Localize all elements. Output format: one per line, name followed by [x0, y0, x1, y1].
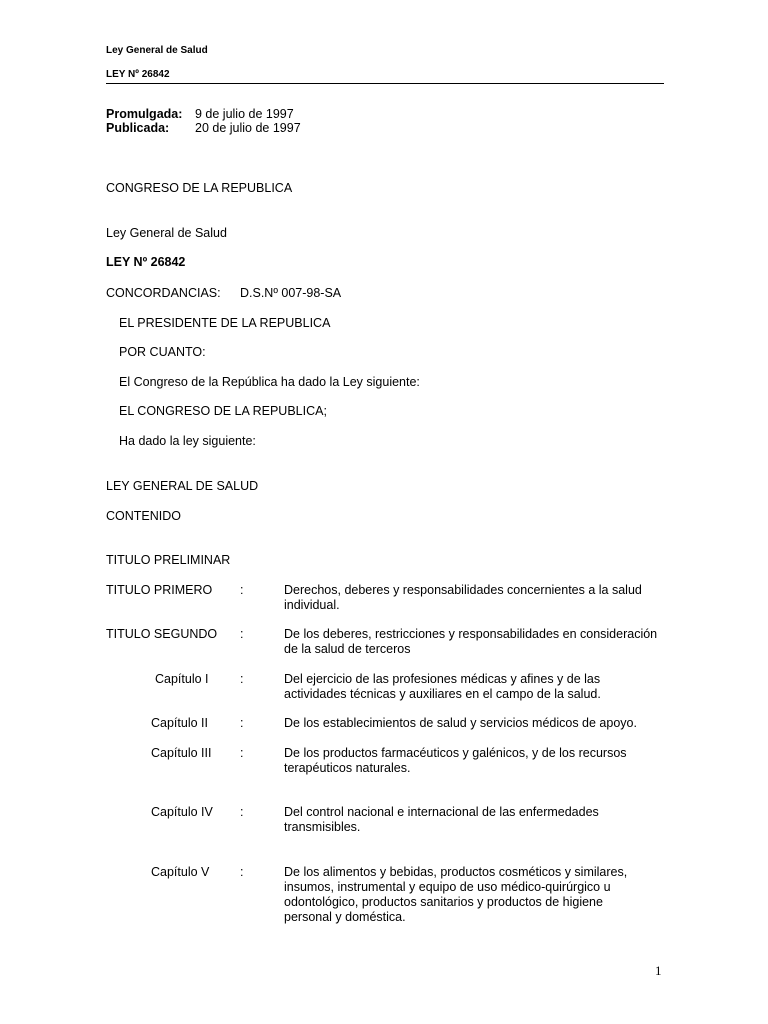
- concordancias-label: CONCORDANCIAS:: [106, 286, 221, 300]
- toc-item-description: Derechos, deberes y responsabilidades concernientes a la salud individual.: [284, 583, 642, 612]
- law-title: Ley General de Salud: [106, 226, 227, 240]
- por-cuanto-line: POR CUANTO:: [119, 345, 206, 359]
- promulgada-label: Promulgada:: [106, 107, 183, 121]
- titulo-preliminar: TITULO PRELIMINAR: [106, 553, 231, 567]
- toc-item-label: TITULO PRIMERO: [106, 583, 213, 597]
- toc-item-colon: :: [240, 583, 244, 597]
- congreso-dado-line: El Congreso de la República ha dado la Ley siguiente:: [119, 375, 420, 389]
- toc-item-description: De los deberes, restricciones y responsabilidades en consideración de la salud de terceros: [284, 627, 658, 656]
- toc-item-description: De los alimentos y bebidas, productos cosméticos y similares, insumos, instrumental y equipo de uso médico-quirúrgico u odontológico, productos sanitarios y productos de higiene personal y doméstica.: [284, 865, 628, 924]
- toc-item-description: De los productos farmacéuticos y galénicos, y de los recursos terapéuticos naturales.: [284, 746, 627, 775]
- toc-item-colon: :: [240, 627, 244, 641]
- ley-general-heading: LEY GENERAL DE SALUD: [106, 479, 259, 493]
- ha-dado-line: Ha dado la ley siguiente:: [119, 434, 256, 448]
- toc-item-description: Del ejercicio de las profesiones médicas y afines y de las actividades técnicas y auxiliares en el campo de la salud.: [284, 672, 601, 701]
- toc-item-label: Capítulo I: [155, 672, 209, 686]
- toc-item-colon: :: [240, 716, 244, 730]
- toc-item-label: Capítulo II: [151, 716, 208, 730]
- toc-item-colon: :: [240, 746, 244, 760]
- concordancias-value: D.S.Nº 007-98-SA: [240, 286, 342, 300]
- contenido-heading: CONTENIDO: [106, 509, 181, 523]
- publicada-value: 20 de julio de 1997: [195, 121, 301, 135]
- page-number: 1: [655, 963, 662, 978]
- law-number: LEY Nº 26842: [106, 255, 186, 269]
- promulgada-value: 9 de julio de 1997: [195, 107, 294, 121]
- running-header-law-number: LEY Nº 26842: [106, 69, 170, 80]
- toc-item-colon: :: [240, 672, 244, 686]
- toc-item-description: De los establecimientos de salud y servicios médicos de apoyo.: [284, 716, 637, 730]
- el-congreso-line: EL CONGRESO DE LA REPUBLICA;: [119, 404, 327, 418]
- toc-item-label: Capítulo IV: [151, 805, 213, 819]
- toc-item-label: TITULO SEGUNDO: [106, 627, 218, 641]
- presidente-line: EL PRESIDENTE DE LA REPUBLICA: [119, 316, 331, 330]
- header-divider: [106, 83, 664, 84]
- publicada-label: Publicada:: [106, 121, 170, 135]
- toc-item-label: Capítulo V: [151, 865, 210, 879]
- toc-item-colon: :: [240, 805, 244, 819]
- running-header-title: Ley General de Salud: [106, 45, 208, 56]
- toc-item-colon: :: [240, 865, 244, 879]
- congreso-heading: CONGRESO DE LA REPUBLICA: [106, 181, 293, 195]
- toc-item-label: Capítulo III: [151, 746, 212, 760]
- toc-item-description: Del control nacional e internacional de las enfermedades transmisibles.: [284, 805, 599, 834]
